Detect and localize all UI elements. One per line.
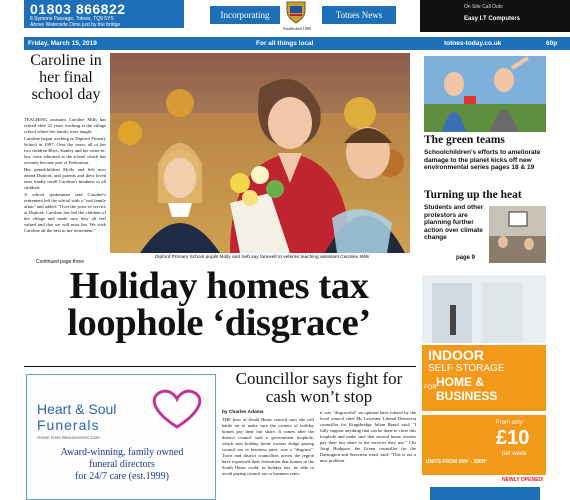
lead-body	[24, 117, 106, 257]
lead-headline: Caroline in her final school day	[30, 52, 102, 103]
divider	[24, 366, 416, 367]
dateline-bar	[24, 37, 570, 50]
councillor-column-2: it was "disgraceful" an opinion later echoed by the local council chief Ms Leicester. Liberal Democrat councillor for Kingsbridge Julian Brazil said: "I fully support anything that can be done to close this loophole and make sure that second home owners pay their fair share to the services they use." Cllr Jacqi Hodgson, the Green councillor for the Dartington and Staverton ward, said: "This is not a new problem.	[320, 410, 416, 463]
green-teams-pages: pages 18 & 19	[490, 164, 535, 171]
established-label: Established 1860	[283, 26, 311, 31]
address-line-2: Above Waterside Dims just by the bridge	[30, 22, 121, 28]
storage-business: BUSINESS	[436, 389, 498, 403]
storage-units: UNITS FROM 20ft² - 200ft²	[426, 459, 487, 465]
storage-for: FOR	[424, 385, 437, 391]
heat-photo	[489, 206, 546, 263]
continued-note: Continued page three	[36, 259, 85, 265]
byline: by Charles Adams	[222, 410, 264, 415]
green-teams-headline: The green teams	[424, 134, 505, 146]
heat-summary: Students and other protestors are planning further action over climate change	[424, 204, 484, 241]
storage-per: per week	[502, 451, 527, 457]
storage-self: SELF STORAGE	[428, 363, 505, 374]
funeral-advert	[26, 374, 216, 500]
price: 60p	[546, 40, 558, 47]
issue-date: Friday, March 15, 2019	[28, 40, 97, 47]
funeral-name-2: Funerals	[37, 417, 100, 433]
incorporating-label: Incorporating	[210, 6, 280, 24]
storage-price: £10	[496, 427, 530, 449]
contact-block	[24, 0, 184, 28]
green-teams-photo	[424, 56, 546, 132]
green-teams-summary: Schoolchildren's efforts to ameliorate damage to the planet kicks off new environmental series pages 18 & 19	[424, 149, 541, 171]
funeral-tagline: Award-winning, family owned funeral directors for 24/7 care (est.1999)	[60, 447, 184, 482]
website: totnes-today.co.uk	[444, 40, 502, 47]
funeral-name-1: Heart & Soul	[37, 401, 117, 417]
main-headline-line: Holiday homes tax	[69, 265, 369, 307]
main-headline	[24, 265, 414, 344]
lead-paragraph: A school spokesman said Caroline's retirement left the school with a "real family affair" and added: "Over the years of service at Dipford, Caroline has led the children of the village and made sure they all feel valued and that we will miss her. We wish Caroline all the best in her retirement."	[24, 192, 106, 233]
storage-newly: NEWLY OPENED!	[502, 477, 544, 483]
councillor-column-1: THE boss of South Hams council says she will battle on to make sure the owners of holiday homes pay their fair share. It comes after the district council said a government loophole, which sees holiday home owners dodge paying council tax or business rates, was a "disgrace". Town and district councillors across the region have expressed their frustration that homes in the South Hams could, as holiday lets, be able to avoid paying council tax or business rates.	[222, 417, 314, 476]
heart-icon	[147, 387, 207, 431]
funeral-subtitle: Green Fuse Bereavement Care	[37, 435, 100, 440]
heat-headline: Turning up the heat	[424, 189, 522, 201]
photo-caption: Dipford Primary School pupils Molly and Seb say farewell to veteran teaching assistant Caroline Mills	[154, 255, 370, 260]
storage-logo-strip	[430, 487, 540, 500]
ad-line: On Site Call Outs	[464, 4, 503, 10]
storage-from: From only	[496, 420, 523, 426]
phone-number: 01803 866822	[30, 1, 126, 17]
ad-company: Easy I.T Computers	[464, 16, 521, 22]
lead-paragraph: TEACHING assistant Caroline Mills has retired after 22 years working at the village school where her family were taught.	[24, 117, 106, 134]
storage-home: HOME &	[436, 375, 484, 389]
paper-name: Totnes News	[322, 6, 396, 24]
heat-page: page 9	[456, 255, 476, 261]
top-advert	[420, 0, 570, 32]
storage-indoor: INDOOR	[428, 347, 484, 363]
lead-paragraph: Caroline began working in Dipford Primary School in 1997. Over the years, all of her two children Rhys, Stanley and her sister-in-law, were educated at the school which has recently become part of Federation.	[24, 136, 106, 165]
crest-icon	[284, 0, 308, 24]
tagline: For all things local	[256, 40, 314, 47]
storage-advert	[422, 275, 546, 500]
lead-photo	[110, 53, 410, 253]
lead-paragraph: Her grandchildren Molly and Seb now attend Dipford, and parents and their loved ones fondly recall Caroline's kindness to all children.	[24, 167, 106, 190]
address-line: 8 Symons Passage, Totnes, TQ9 5YS	[30, 16, 114, 22]
councillor-headline: Councillor says fight for cash won’t stop	[235, 369, 403, 406]
main-headline-line: loophole ‘disgrace’	[67, 302, 371, 344]
